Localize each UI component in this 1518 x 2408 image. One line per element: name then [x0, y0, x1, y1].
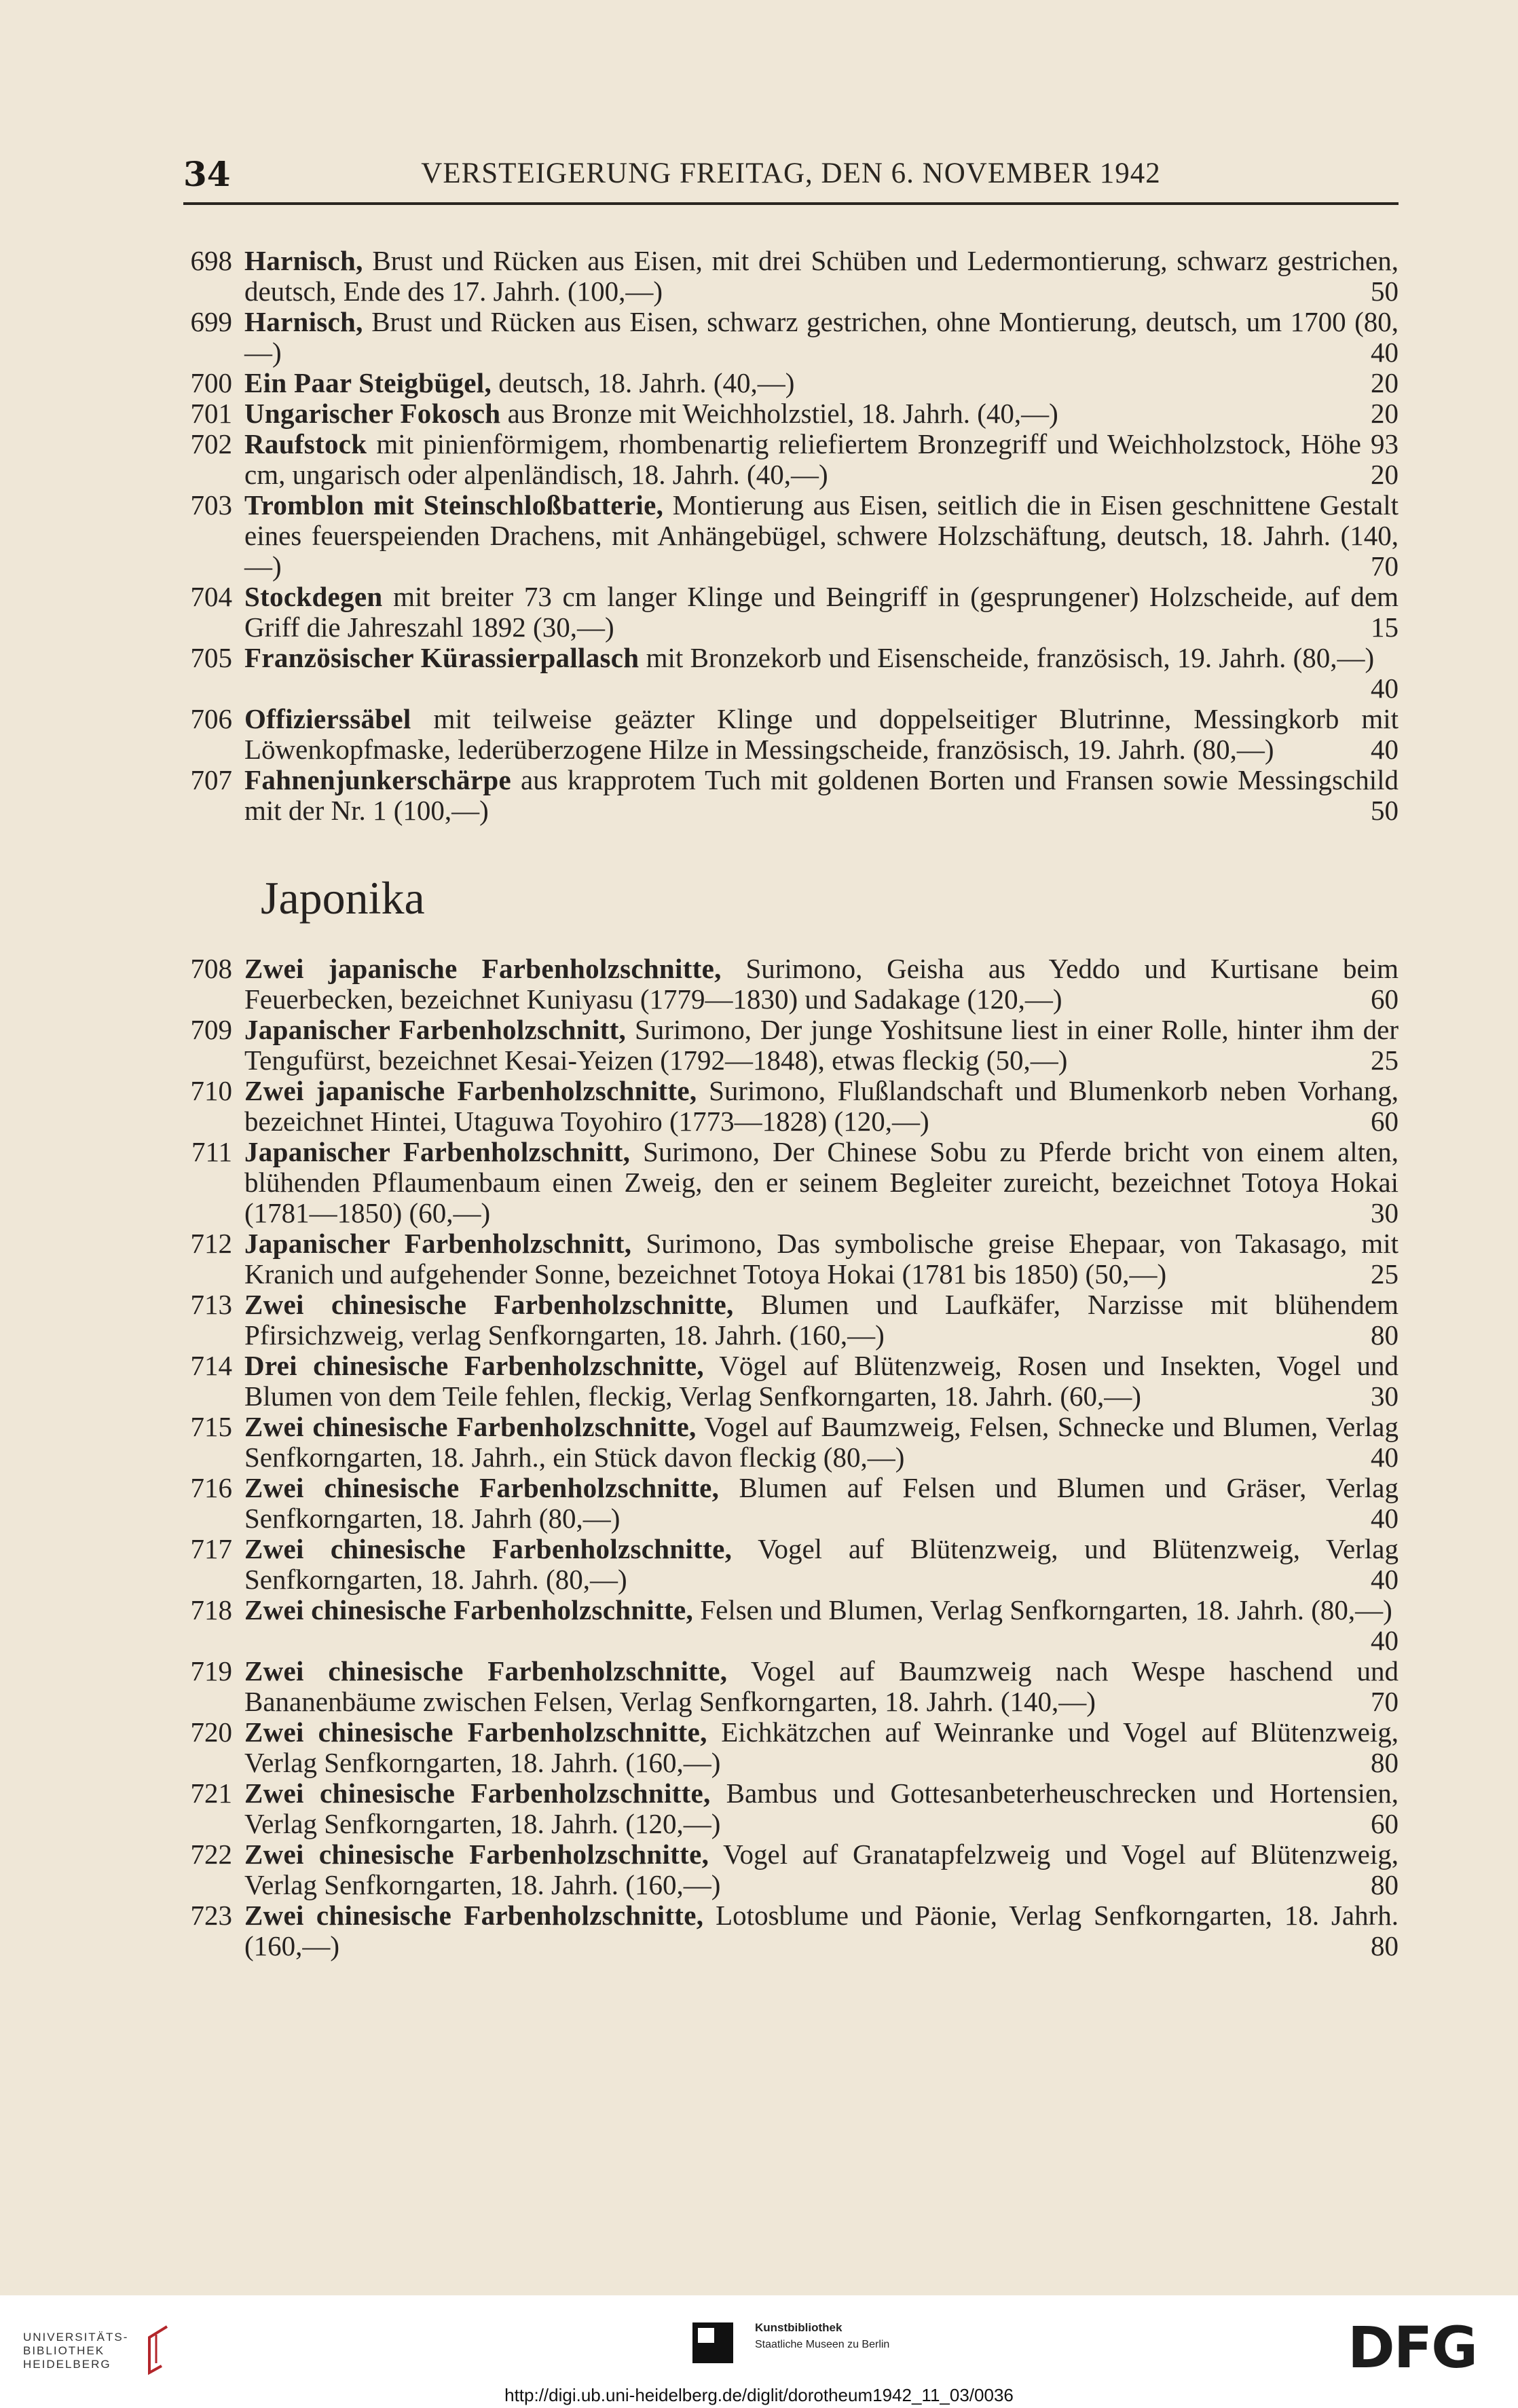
lot-number: 702 — [190, 428, 232, 459]
lot-description — [244, 1228, 1399, 1290]
lot-description — [244, 765, 1399, 826]
lot-text: Lotosblume und Päonie, Verlag Senfkorngarten, 18. Jahrh. (160,—) — [244, 1900, 1399, 1961]
lot-number: 704 — [190, 581, 232, 612]
lot-description — [244, 1595, 1399, 1656]
lot-entry — [170, 704, 1399, 765]
lot-estimate: 80 — [1371, 1747, 1399, 1778]
lot-text: Vogel auf Blütenzweig, und Blütenzweig, Verlag Senfkorngarten, 18. Jahrh. (80,—) — [244, 1533, 1399, 1595]
lot-headline: Zwei japanische Farbenholzschnitte, — [244, 1075, 697, 1106]
lot-number: 712 — [190, 1228, 232, 1259]
lot-description — [244, 398, 1399, 429]
lot-entry — [170, 490, 1399, 582]
lot-number: 709 — [190, 1014, 232, 1045]
lot-estimate: 40 — [1371, 337, 1399, 368]
lot-estimate: 80 — [1371, 1930, 1399, 1961]
lot-number: 705 — [190, 642, 232, 673]
lot-headline: Japanischer Farbenholzschnitt, — [244, 1136, 631, 1167]
lot-entry — [170, 1137, 1399, 1228]
page-number: 34 — [183, 154, 231, 194]
lot-headline: Zwei chinesische Farbenholzschnitte, — [244, 1839, 709, 1870]
lot-estimate: 20 — [1371, 367, 1399, 398]
lot-text: aus krapprotem Tuch mit goldenen Borten und Fransen sowie Messingschild mit der Nr. 1 (100,—) — [244, 764, 1399, 826]
lot-headline: Zwei chinesische Farbenholzschnitte, — [244, 1655, 728, 1687]
lot-headline: Zwei chinesische Farbenholzschnitte, — [244, 1716, 707, 1748]
lot-number: 714 — [190, 1350, 232, 1381]
lot-number: 700 — [190, 367, 232, 398]
lot-description — [244, 1412, 1399, 1473]
lot-text: Surimono, Der Chinese Sobu zu Pferde bricht von einem alten, blühenden Pflaumenbaum einen Zweig, den er seinem Begleiter zureicht, bezeichnet Totoya Hokai (1781—1850) (60,—) — [244, 1136, 1399, 1228]
lot-headline: Zwei chinesische Farbenholzschnitte, — [244, 1777, 711, 1809]
lot-headline: Raufstock — [244, 428, 367, 459]
lot-entry — [170, 1076, 1399, 1137]
lot-entry — [170, 246, 1399, 307]
lot-entry — [170, 1228, 1399, 1290]
lot-entry — [170, 1595, 1399, 1656]
lot-estimate: 50 — [1371, 276, 1399, 307]
lot-text: mit pinienförmigem, rhombenartig reliefiertem Bronzegriff und Weichholzstock, Höhe 93 cm, ungarisch oder alpenländisch, 18. Jahrh. (40,—) — [244, 428, 1399, 490]
lot-headline: Harnisch, — [244, 245, 363, 276]
lot-number: 719 — [190, 1655, 232, 1687]
lot-estimate: 20 — [1371, 398, 1399, 429]
lot-headline: Zwei japanische Farbenholzschnitte, — [244, 953, 722, 984]
lot-entry — [170, 954, 1399, 1015]
lot-text: Surimono, Flußlandschaft und Blumenkorb neben Vorhang, bezeichnet Hintei, Utaguwa Toyohiro (1773—1828) (120,—) — [244, 1075, 1399, 1137]
lot-number: 701 — [190, 398, 232, 429]
lot-number: 717 — [190, 1533, 232, 1564]
lot-text: Brust und Rücken aus Eisen, schwarz gestrichen, ohne Montierung, deutsch, um 1700 (80,—) — [244, 306, 1399, 368]
lot-description — [244, 643, 1399, 704]
lot-number: 703 — [190, 489, 232, 521]
lot-description — [244, 1656, 1399, 1717]
lot-headline: Harnisch, — [244, 306, 363, 337]
ub-logo-line: UNIVERSITÄTS- — [23, 2331, 129, 2344]
lot-entry — [170, 1290, 1399, 1351]
lot-estimate: 80 — [1371, 1869, 1399, 1900]
ub-logo-line: BIBLIOTHEK — [23, 2344, 105, 2357]
lot-description — [244, 1778, 1399, 1839]
lot-number: 711 — [191, 1136, 232, 1167]
ub-logo-line: HEIDELBERG — [23, 2358, 111, 2371]
lot-estimate: 40 — [1371, 673, 1399, 704]
lot-estimate: 20 — [1371, 459, 1399, 490]
lot-headline: Zwei chinesische Farbenholzschnitte, — [244, 1594, 694, 1625]
lot-number: 718 — [190, 1594, 232, 1625]
section-title: Japonika — [261, 872, 425, 924]
lot-number: 713 — [190, 1289, 232, 1320]
lot-number: 723 — [190, 1900, 232, 1931]
lot-number: 706 — [190, 703, 232, 734]
lot-headline: Fahnenjunkerschärpe — [244, 764, 511, 795]
lot-headline: Zwei chinesische Farbenholzschnitte, — [244, 1533, 733, 1564]
lot-estimate: 40 — [1371, 1503, 1399, 1534]
lot-estimate: 40 — [1371, 734, 1399, 765]
lot-text: mit Bronzekorb und Eisenscheide, französisch, 19. Jahrh. (80,—) — [639, 642, 1375, 673]
lot-number: 716 — [190, 1472, 232, 1503]
lot-number: 708 — [190, 953, 232, 984]
lot-entry — [170, 429, 1399, 490]
kunstbibliothek-subtitle: Staatliche Museen zu Berlin — [755, 2339, 890, 2350]
lot-entry — [170, 643, 1399, 704]
lot-number: 721 — [190, 1777, 232, 1809]
lot-entry — [170, 1351, 1399, 1412]
lot-text: Bambus und Gottesanbeterheuschrecken und Hortensien, Verlag Senfkorngarten, 18. Jahrh. (120,—) — [244, 1777, 1399, 1839]
lot-number: 710 — [190, 1075, 232, 1106]
lot-entry — [170, 1839, 1399, 1900]
lot-list-japonika — [170, 954, 1399, 1961]
header-rule — [183, 202, 1399, 205]
lot-description — [244, 1076, 1399, 1137]
lot-text: aus Bronze mit Weichholzstiel, 18. Jahrh. (40,—) — [500, 398, 1058, 429]
lot-entry — [170, 1473, 1399, 1534]
lot-estimate: 80 — [1371, 1319, 1399, 1351]
kunstbibliothek-name: Kunstbibliothek — [755, 2321, 843, 2334]
lot-estimate: 25 — [1371, 1258, 1399, 1290]
lot-entry — [170, 1015, 1399, 1076]
lot-headline: Drei chinesische Farbenholzschnitte, — [244, 1350, 704, 1381]
lot-text: Felsen und Blumen, Verlag Senfkorngarten, 18. Jahrh. (80,—) — [693, 1594, 1392, 1625]
lot-description — [244, 490, 1399, 582]
lot-entry — [170, 1717, 1399, 1778]
lot-headline: Zwei chinesische Farbenholzschnitte, — [244, 1411, 697, 1442]
catalogue-content — [170, 246, 1399, 1961]
ub-heidelberg-mark-icon — [136, 2322, 177, 2377]
lot-list-arms — [170, 246, 1399, 826]
kunstbibliothek-mark-icon — [692, 2322, 733, 2363]
lot-number: 720 — [190, 1716, 232, 1748]
lot-entry — [170, 582, 1399, 643]
lot-estimate: 50 — [1371, 795, 1399, 826]
lot-headline: Stockdegen — [244, 581, 383, 612]
lot-headline: Zwei chinesische Farbenholzschnitte, — [244, 1472, 720, 1503]
lot-description — [244, 1717, 1399, 1778]
lot-description — [244, 582, 1399, 643]
lot-estimate: 25 — [1371, 1045, 1399, 1076]
lot-text: Blumen und Laufkäfer, Narzisse mit blühendem Pfirsichzweig, verlag Senfkorngarten, 18. Jahrh. (160,—) — [244, 1289, 1399, 1351]
lot-text: Vogel auf Granatapfelzweig und Vogel auf Blütenzweig, Verlag Senfkorngarten, 18. Jahrh. (160,—) — [244, 1839, 1399, 1900]
lot-description — [244, 1900, 1399, 1961]
lot-entry — [170, 1778, 1399, 1839]
lot-entry — [170, 368, 1399, 398]
lot-number: 715 — [190, 1411, 232, 1442]
lot-text: Surimono, Der junge Yoshitsune liest in einer Rolle, hinter ihm der Tengufürst, bezeichnet Kesai-Yeizen (1792—1848), etwas fleckig (50,—) — [244, 1014, 1399, 1076]
lot-estimate: 60 — [1371, 1808, 1399, 1839]
lot-estimate: 40 — [1371, 1564, 1399, 1595]
lot-entry — [170, 307, 1399, 368]
lot-entry — [170, 1412, 1399, 1473]
lot-estimate: 40 — [1371, 1625, 1399, 1656]
lot-entry — [170, 1656, 1399, 1717]
lot-description — [244, 954, 1399, 1015]
lot-headline: Japanischer Farbenholzschnitt, — [244, 1014, 627, 1045]
lot-description — [244, 368, 1399, 398]
digitization-footer — [0, 2295, 1518, 2408]
lot-text: mit breiter 73 cm langer Klinge und Beingriff in (gesprungener) Holzscheide, auf dem Griff die Jahreszahl 1892 (30,—) — [244, 581, 1399, 643]
lot-text: mit teilweise geäzter Klinge und doppelseitiger Blutrinne, Messingkorb mit Löwenkopfmaske, lederüberzogene Hilze in Messingscheide, französisch, 19. Jahrh. (80,—) — [244, 703, 1399, 765]
lot-description — [244, 1290, 1399, 1351]
running-head: VERSTEIGERUNG FREITAG, DEN 6. NOVEMBER 1942 — [421, 157, 1161, 189]
lot-entry — [170, 1534, 1399, 1595]
lot-text: Vogel auf Baumzweig, Felsen, Schnecke und Blumen, Verlag Senfkorngarten, 18. Jahrh., ein Stück davon fleckig (80,—) — [244, 1411, 1399, 1473]
source-url-link[interactable]: http://digi.ub.uni-heidelberg.de/diglit/dorotheum1942_11_03/0036 — [504, 2385, 1014, 2405]
lot-text: Blumen auf Felsen und Blumen und Gräser, Verlag Senfkorngarten, 18. Jahrh (80,—) — [244, 1472, 1399, 1534]
lot-headline: Tromblon mit Steinschloßbatterie, — [244, 489, 664, 521]
lot-description — [244, 1015, 1399, 1076]
lot-entry — [170, 1900, 1399, 1961]
lot-headline: Französischer Kürassierpallasch — [244, 642, 640, 673]
lot-text: Surimono, Geisha aus Yeddo und Kurtisane beim Feuerbecken, bezeichnet Kuniyasu (1779—1830) und Sadakage (120,—) — [244, 953, 1399, 1015]
lot-text: Montierung aus Eisen, seitlich die in Eisen geschnittene Gestalt eines feuerspeienden Drachens, mit Anhängebügel, schwere Holzschäftung, deutsch, 18. Jahrh. (140,—) — [244, 489, 1399, 582]
lot-description — [244, 1351, 1399, 1412]
lot-headline: Ein Paar Steigbügel, — [244, 367, 492, 398]
lot-estimate: 70 — [1371, 1686, 1399, 1717]
lot-estimate: 60 — [1371, 1106, 1399, 1137]
lot-description — [244, 429, 1399, 490]
lot-description — [244, 1137, 1399, 1228]
ub-heidelberg-logo — [23, 2331, 128, 2371]
lot-text: Brust und Rücken aus Eisen, mit drei Schüben und Ledermontierung, schwarz gestrichen, deutsch, Ende des 17. Jahrh. (100,—) — [244, 245, 1399, 307]
lot-headline: Offizierssäbel — [244, 703, 411, 734]
lot-number: 698 — [190, 245, 232, 276]
lot-description — [244, 246, 1399, 307]
lot-text: Vögel auf Blütenzweig, Rosen und Insekten, Vogel und Blumen von dem Teile fehlen, fleckig, Verlag Senfkorngarten, 18. Jahrh. (60,—) — [244, 1350, 1399, 1412]
lot-entry — [170, 398, 1399, 429]
lot-headline: Ungarischer Fokosch — [244, 398, 501, 429]
lot-headline: Zwei chinesische Farbenholzschnitte, — [244, 1900, 704, 1931]
lot-estimate: 15 — [1371, 612, 1399, 643]
lot-text: Vogel auf Baumzweig nach Wespe haschend und Bananenbäume zwischen Felsen, Verlag Senfkorngarten, 18. Jahrh. (140,—) — [244, 1655, 1399, 1717]
lot-number: 722 — [190, 1839, 232, 1870]
lot-estimate: 30 — [1371, 1380, 1399, 1412]
lot-description — [244, 704, 1399, 765]
page-header — [183, 153, 1399, 200]
lot-entry — [170, 765, 1399, 826]
lot-estimate: 60 — [1371, 983, 1399, 1015]
lot-number: 707 — [190, 764, 232, 795]
lot-text: deutsch, 18. Jahrh. (40,—) — [492, 367, 795, 398]
lot-headline: Japanischer Farbenholzschnitt, — [244, 1228, 632, 1259]
lot-description — [244, 1473, 1399, 1534]
lot-description — [244, 1534, 1399, 1595]
dfg-logo: DFG — [1348, 2314, 1477, 2381]
lot-estimate: 70 — [1371, 550, 1399, 582]
lot-description — [244, 307, 1399, 368]
lot-estimate: 40 — [1371, 1442, 1399, 1473]
lot-number: 699 — [190, 306, 232, 337]
lot-text: Eichkätzchen auf Weinranke und Vogel auf Blütenzweig, Verlag Senfkorngarten, 18. Jahrh. (160,—) — [244, 1716, 1399, 1778]
lot-description — [244, 1839, 1399, 1900]
lot-headline: Zwei chinesische Farbenholzschnitte, — [244, 1289, 734, 1320]
lot-text: Surimono, Das symbolische greise Ehepaar, von Takasago, mit Kranich und aufgehender Sonne, bezeichnet Totoya Hokai (1781 bis 1850) (50,—) — [244, 1228, 1399, 1290]
lot-estimate: 30 — [1371, 1197, 1399, 1228]
